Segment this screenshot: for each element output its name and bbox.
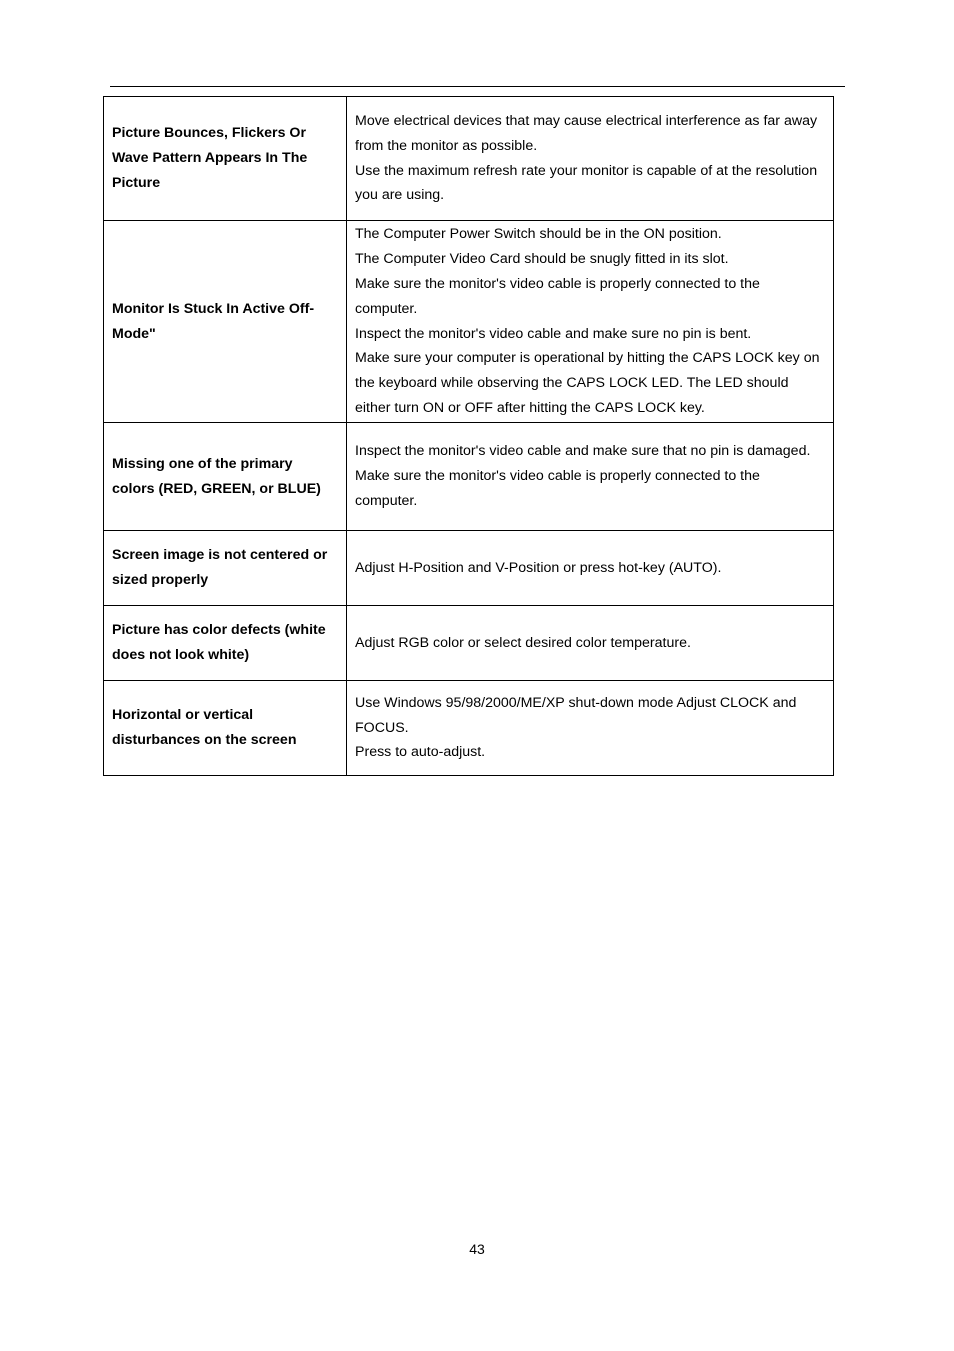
- problem-cell: Picture has color defects (white does not look white): [104, 606, 347, 681]
- solution-line: Use the maximum refresh rate your monitor is capable of at the resolution you are using.: [355, 162, 818, 204]
- problem-cell: Missing one of the primary colors (RED, GREEN, or BLUE): [104, 423, 347, 531]
- table-row: [104, 681, 834, 776]
- solution-line: Make sure your computer is operational by hitting the CAPS LOCK key on the keyboard while observing the CAPS LOCK LED. The LED should either turn ON or OFF after hitting the CAPS LOCK key.: [355, 350, 820, 417]
- solution-cell: [347, 97, 834, 221]
- table-row: [104, 606, 834, 681]
- table-row: [104, 97, 834, 221]
- solution-line: Use Windows 95/98/2000/ME/XP shut-down mode Adjust CLOCK and FOCUS.: [355, 694, 797, 736]
- solution-line: Inspect the monitor's video cable and make sure that no pin is damaged.: [355, 443, 811, 460]
- troubleshooting-table: [103, 96, 834, 776]
- table-row: [104, 423, 834, 531]
- page-number: 43: [469, 1241, 485, 1257]
- problem-cell: Horizontal or vertical disturbances on the screen: [104, 681, 347, 776]
- solution-line: Make sure the monitor's video cable is properly connected to the computer.: [355, 468, 760, 509]
- solution-cell: [347, 531, 834, 606]
- solution-cell: [347, 681, 834, 776]
- solution-line: Adjust H-Position and V-Position or press hot-key (AUTO).: [355, 559, 722, 576]
- problem-cell: Picture Bounces, Flickers Or Wave Pattern Appears In The Picture: [104, 97, 347, 221]
- solution-line: Move electrical devices that may cause electrical interference as far away from the monitor as possible.: [355, 112, 818, 154]
- solution-line: Make sure the monitor's video cable is properly connected to the computer.: [355, 275, 760, 317]
- table-row: [104, 531, 834, 606]
- header-rule: [110, 86, 845, 87]
- solution-line: The Computer Power Switch should be in the ON position.: [355, 225, 722, 242]
- table-row: [104, 221, 834, 423]
- solution-cell: [347, 606, 834, 681]
- problem-cell: Screen image is not centered or sized properly: [104, 531, 347, 606]
- solution-line: Adjust RGB color or select desired color temperature.: [355, 634, 691, 651]
- solution-line: Press to auto-adjust.: [355, 744, 486, 761]
- problem-cell: Monitor Is Stuck In Active Off-Mode": [104, 221, 347, 423]
- solution-cell: [347, 221, 834, 423]
- solution-cell: [347, 423, 834, 531]
- solution-line: Inspect the monitor's video cable and make sure no pin is bent.: [355, 325, 752, 342]
- solution-line: The Computer Video Card should be snugly fitted in its slot.: [355, 250, 729, 267]
